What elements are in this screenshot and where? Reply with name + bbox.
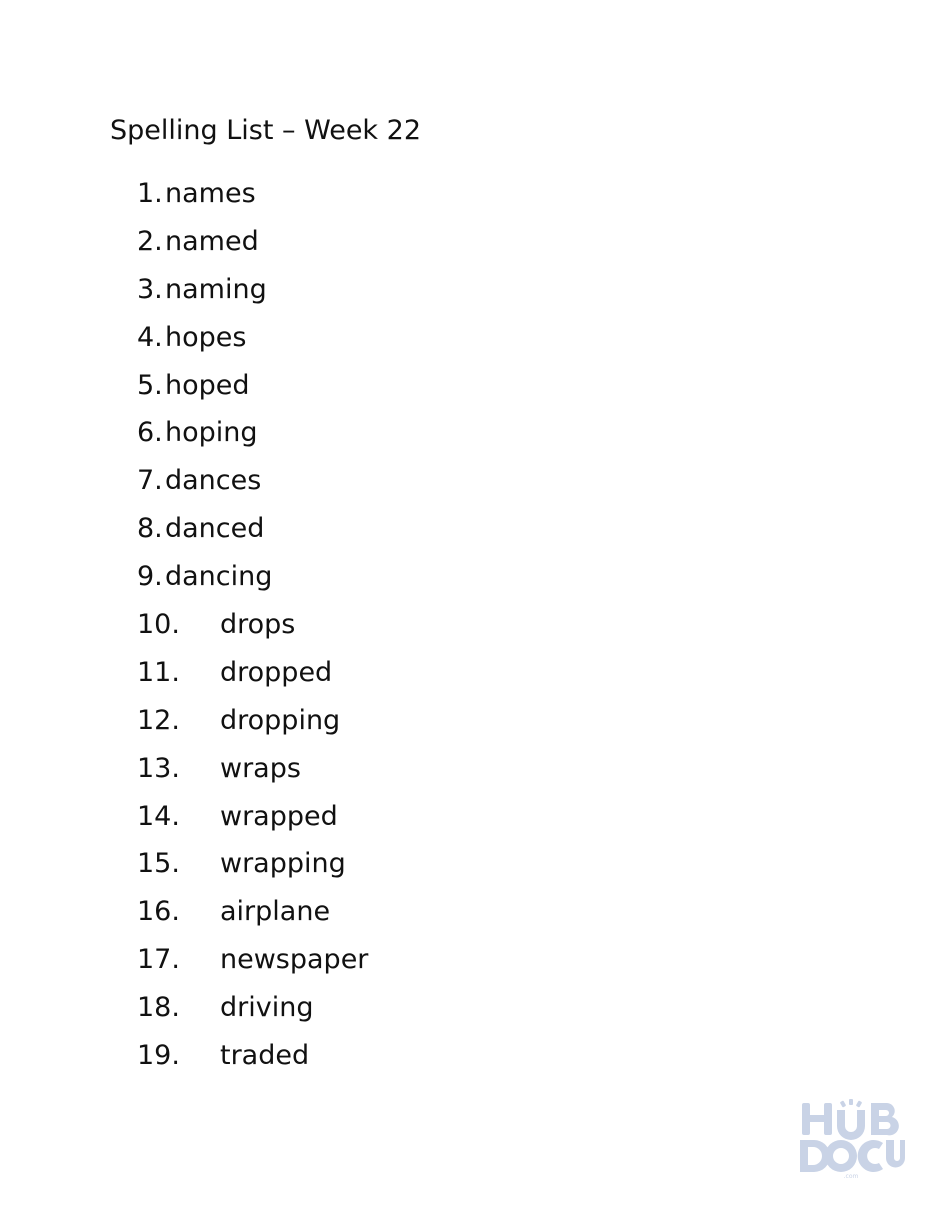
item-number: 2. xyxy=(137,225,163,257)
item-word: drops xyxy=(220,609,296,641)
item-number: 5. xyxy=(137,369,163,401)
item-number: 12. xyxy=(137,704,180,736)
item-number: 14. xyxy=(137,800,180,832)
item-word: traded xyxy=(220,1040,310,1072)
page-title: Spelling List – Week 22 xyxy=(110,115,422,146)
hubdocu-logo-icon xyxy=(797,1098,907,1180)
item-word: dancing xyxy=(165,561,273,593)
item-word: hopes xyxy=(165,321,247,353)
item-word: names xyxy=(165,178,256,209)
item-word: danced xyxy=(165,513,265,545)
item-word: dropped xyxy=(220,656,333,688)
item-number: 4. xyxy=(137,321,163,353)
item-number: 15. xyxy=(137,848,180,880)
logo-suffix: .com xyxy=(843,1173,859,1180)
item-word: hoped xyxy=(165,369,250,401)
item-word: newspaper xyxy=(220,944,369,976)
item-word: hoping xyxy=(165,417,258,449)
item-word: wrapping xyxy=(220,848,346,880)
item-number: 6. xyxy=(137,417,163,449)
item-number: 3. xyxy=(137,273,163,305)
item-word: naming xyxy=(165,273,267,305)
item-number: 1. xyxy=(137,178,163,209)
item-number: 16. xyxy=(137,896,180,928)
item-number: 13. xyxy=(137,752,180,784)
item-number: 8. xyxy=(137,513,163,545)
item-word: dances xyxy=(165,465,262,497)
item-word: named xyxy=(165,225,259,257)
item-number: 7. xyxy=(137,465,163,497)
item-word: airplane xyxy=(220,896,331,928)
item-number: 18. xyxy=(137,992,180,1024)
item-word: wrapped xyxy=(220,800,338,832)
item-number: 17. xyxy=(137,944,180,976)
item-word: driving xyxy=(220,992,314,1024)
item-number: 9. xyxy=(137,561,163,593)
item-number: 10. xyxy=(137,609,180,641)
item-number: 11. xyxy=(137,656,180,688)
item-word: wraps xyxy=(220,752,301,784)
item-number: 19. xyxy=(137,1040,180,1072)
item-word: dropping xyxy=(220,704,341,736)
